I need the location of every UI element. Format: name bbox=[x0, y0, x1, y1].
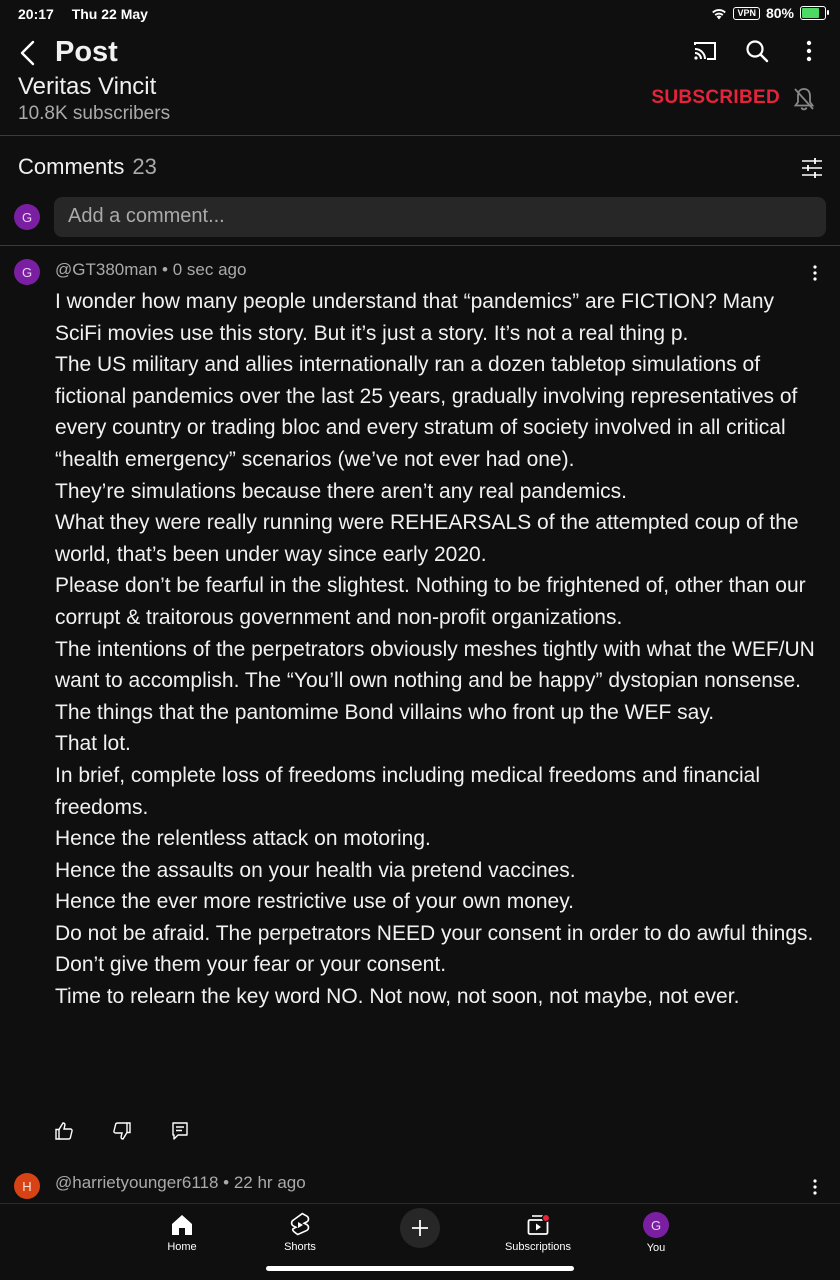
comment-line: Hence the relentless attack on motoring. bbox=[55, 827, 431, 851]
comment-text bbox=[55, 286, 825, 1013]
comments-label: Comments bbox=[18, 154, 125, 179]
comment-author[interactable]: @harrietyounger6118 bbox=[55, 1173, 219, 1192]
nav-home-label: Home bbox=[167, 1241, 197, 1253]
comment-line: That lot. bbox=[55, 732, 131, 756]
nav-you-label: You bbox=[646, 1242, 666, 1254]
nav-you[interactable] bbox=[606, 1212, 706, 1254]
nav-subscriptions[interactable] bbox=[488, 1212, 588, 1253]
comments-header bbox=[18, 154, 157, 180]
bell-off-icon[interactable] bbox=[792, 86, 816, 112]
header-actions bbox=[692, 38, 822, 64]
comment-line: Hence the ever more restrictive use of your own money. bbox=[55, 890, 575, 914]
subscribed-button[interactable]: SUBSCRIBED bbox=[651, 87, 780, 108]
back-icon[interactable] bbox=[16, 39, 40, 67]
home-indicator[interactable] bbox=[266, 1266, 574, 1271]
avatar: G bbox=[14, 204, 40, 230]
comment-line: In brief, complete loss of freedoms including medical freedoms and financial freedoms. bbox=[55, 763, 761, 819]
comment-line: Do not be afraid. The perpetrators NEED your consent in order to do awful things. Don’t give them your fear or your consent. bbox=[55, 921, 814, 977]
add-comment-input[interactable]: Add a comment... bbox=[54, 197, 826, 237]
plus-icon bbox=[410, 1218, 430, 1238]
create-button[interactable] bbox=[400, 1208, 440, 1248]
more-vert-icon[interactable] bbox=[796, 38, 822, 64]
search-icon[interactable] bbox=[744, 38, 770, 64]
comment-line: The US military and allies internationally ran a dozen tabletop simulations of fictional pandemics over the last 25 years, gradually involving representatives of every country or trading bloc and every stratum of society involved in all critical “health emergency” scenarios (we’ve not ever had one). bbox=[55, 353, 798, 471]
status-indicators bbox=[711, 5, 826, 21]
nav-create[interactable] bbox=[370, 1208, 470, 1248]
comment-line: Please don’t be fearful in the slightest. Nothing to be frightened of, other than our corrupt & traitorous government and non-profit organizations. bbox=[55, 574, 806, 629]
vpn-badge: VPN bbox=[733, 7, 760, 20]
comment-author[interactable]: @GT380man bbox=[55, 260, 158, 279]
comment-more-icon[interactable] bbox=[812, 1178, 818, 1196]
home-icon bbox=[169, 1212, 195, 1238]
channel-name[interactable]: Veritas Vincit bbox=[18, 73, 157, 100]
status-time-date bbox=[18, 6, 148, 22]
comment-meta: @harrietyounger6118 • 22 hr ago bbox=[55, 1173, 306, 1192]
comment-avatar[interactable]: H bbox=[14, 1173, 40, 1199]
nav-subscriptions-label: Subscriptions bbox=[504, 1241, 572, 1253]
avatar: G bbox=[643, 1212, 669, 1238]
comment-avatar[interactable]: G bbox=[14, 259, 40, 285]
nav-shorts[interactable] bbox=[250, 1212, 350, 1253]
comment-line: They’re simulations because there aren’t any real pandemics. bbox=[55, 479, 627, 503]
comment-actions bbox=[54, 1121, 190, 1141]
reply-icon[interactable] bbox=[170, 1121, 190, 1141]
comment-line: What they were really running were REHEARSALS of the attempted coup of the world, that’s been under way since early 2020. bbox=[55, 511, 799, 566]
nav-shorts-label: Shorts bbox=[284, 1241, 316, 1253]
thumbs-up-icon[interactable] bbox=[54, 1121, 74, 1141]
page-title: Post bbox=[55, 36, 118, 68]
sort-filter-icon[interactable] bbox=[800, 156, 824, 180]
thumbs-down-icon[interactable] bbox=[112, 1121, 132, 1141]
nav-home[interactable] bbox=[132, 1212, 232, 1253]
comment-line: The intentions of the perpetrators obviously meshes tightly with what the WEF/UN want to accomplish. The “You’ll own nothing and be happy” dystopian nonsense. The things that the pantomime Bond villains who front up the WEF say. bbox=[55, 637, 815, 724]
comment-meta: @GT380man • 0 sec ago bbox=[55, 260, 247, 279]
comment-line: Time to relearn the key word NO. Not now, not soon, not maybe, not ever. bbox=[55, 985, 740, 1009]
subscriptions-icon bbox=[525, 1212, 551, 1238]
battery-percent: 80% bbox=[765, 5, 794, 21]
shorts-icon bbox=[287, 1212, 313, 1238]
comment-more-icon[interactable] bbox=[812, 264, 818, 282]
post-header bbox=[0, 30, 840, 136]
battery-fill bbox=[802, 8, 819, 18]
comment-time: 22 hr ago bbox=[233, 1173, 306, 1192]
comment-line: Hence the assaults on your health via pretend vaccines. bbox=[55, 858, 576, 882]
divider bbox=[0, 245, 840, 246]
comment-time: 0 sec ago bbox=[172, 260, 247, 279]
battery-icon bbox=[800, 6, 826, 20]
cast-icon[interactable] bbox=[692, 38, 718, 64]
comment-line: I wonder how many people understand that “pandemics” are FICTION? Many SciFi movies use this story. But it’s just a story. It’s not a real thing p. bbox=[55, 290, 775, 345]
comments-count: 23 bbox=[132, 154, 157, 179]
subscriber-count: 10.8K subscribers bbox=[18, 103, 171, 124]
status-time: 20:17 bbox=[18, 6, 54, 22]
wifi-icon bbox=[711, 7, 727, 20]
status-date: Thu 22 May bbox=[71, 6, 148, 22]
status-bar bbox=[0, 0, 840, 28]
